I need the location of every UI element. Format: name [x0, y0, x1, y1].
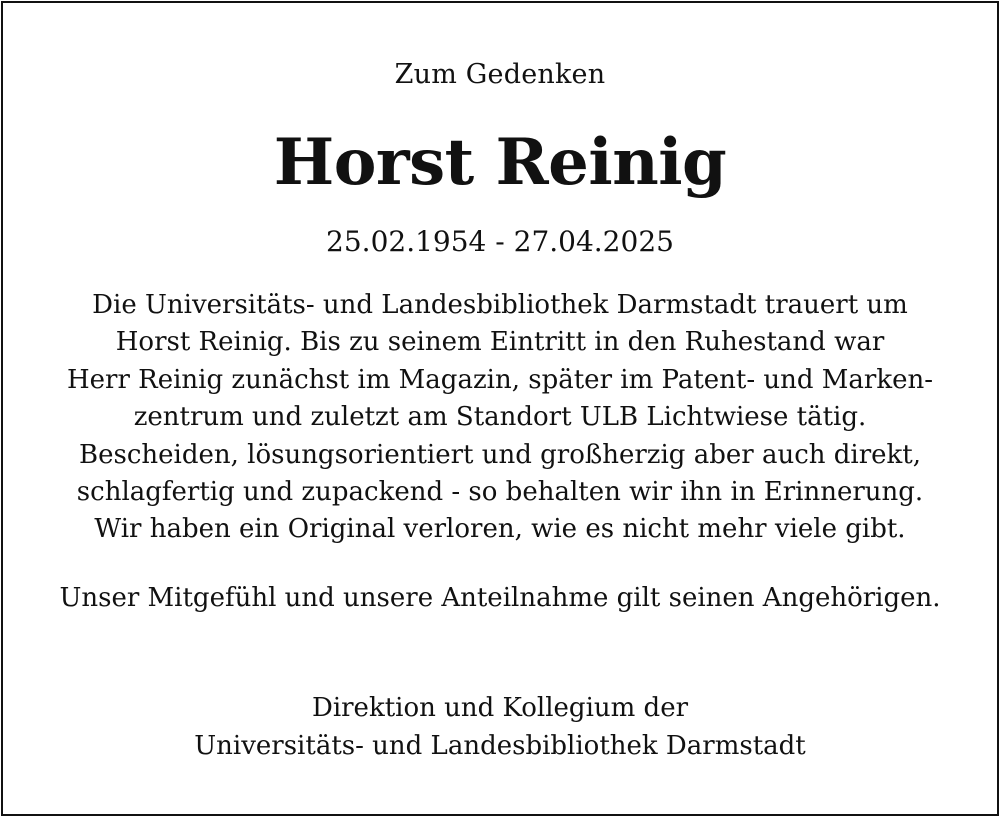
intro-heading: Zum Gedenken	[394, 59, 606, 90]
signature-line-2: Universitäts- und Landesbibliothek Darmstadt	[194, 731, 806, 761]
condolence-text: Unser Mitgefühl und unsere Anteilnahme gilt seinen Angehörigen.	[59, 583, 941, 613]
body-line: Herr Reinig zunächst im Magazin, später im Patent- und Marken-	[66, 364, 934, 395]
body-line: Die Universitäts- und Landesbibliothek Darmstadt trauert um	[92, 290, 908, 320]
body-line: Bescheiden, lösungsorientiert und großherzig aber auch direkt,	[78, 439, 922, 470]
body-line: zentrum und zuletzt am Standort ULB Lichtwiese tätig.	[133, 402, 867, 433]
body-line: schlagfertig und zupackend - so behalten wir ihn in Erinnerung.	[76, 477, 924, 508]
obituary-body	[3, 287, 997, 549]
body-line: Wir haben ein Original verloren, wie es nicht mehr viele gibt.	[94, 514, 906, 545]
obituary-notice	[1, 1, 999, 816]
signature-line-1: Direktion und Kollegium der	[311, 693, 689, 723]
deceased-name: Horst Reinig	[273, 125, 727, 200]
body-line: Horst Reinig. Bis zu seinem Eintritt in den Ruhestand war	[115, 327, 885, 358]
life-dates: 25.02.1954 - 27.04.2025	[326, 225, 674, 258]
